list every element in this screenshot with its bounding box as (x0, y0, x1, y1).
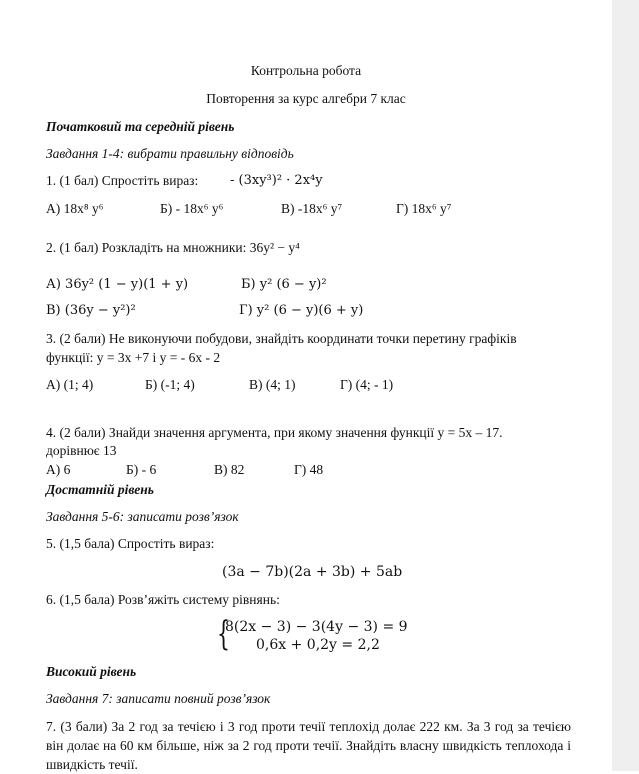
q1-text: 1. (1 бал) Спростіть вираз: (46, 173, 199, 188)
q3-line1: 3. (2 бали) Не виконуючи побудови, знайдіть координати точки перетину графіків (46, 331, 517, 346)
q3-option-g: Г) (4; - 1) (340, 377, 394, 392)
q4-option-a: А) 6 (46, 462, 71, 477)
q2-option-g: Г) y² (6 − y)(6 + y) (239, 303, 364, 318)
q2-option-v: В) (36y − y²)² (46, 303, 136, 318)
q4-line2: дорівнює 13 (46, 443, 117, 458)
q4-option-g: Г) 48 (294, 462, 324, 477)
level-heading-sufficient: Достатній рівень (46, 482, 154, 497)
system-brace: { (217, 614, 230, 654)
doc-title: Контрольна робота (250, 63, 362, 78)
q3-option-v: В) (4; 1) (249, 377, 296, 392)
level-heading-basic: Початковий та середній рівень (46, 119, 235, 134)
doc-subtitle: Повторення за курс алгебри 7 клас (206, 91, 406, 106)
q7-text: 7. (3 бали) За 2 год за течією і 3 год проти течії теплохід долає 222 км. За 3 год за течією він долає на 60 км більше, ніж за 2 год проти течії. Знайдіть власну швидкість теплохода і швидкість течії. (46, 719, 571, 772)
q2-option-a: А) 36y² (1 − y)(1 + y) (46, 277, 189, 292)
q6-equation-1: 8(2x − 3) − 3(4y − 3) = 9 (225, 619, 408, 635)
level-heading-high: Високий рівень (46, 664, 137, 679)
q3-option-a: А) (1; 4) (46, 377, 94, 392)
q6-equation-2: 0,6x + 0,2y = 2,2 (256, 637, 380, 653)
page-margin-shade (612, 0, 639, 771)
q4-option-v: В) 82 (214, 462, 245, 477)
q3-line2: функції: y = 3x +7 і y = - 6x - 2 (46, 350, 221, 365)
q6-text: 6. (1,5 бала) Розв’яжіть систему рівнянь: (46, 592, 280, 607)
q4-line1: 4. (2 бали) Знайди значення аргумента, при якому значення функції y = 5x – 17. (46, 425, 503, 440)
task-heading-7: Завдання 7: записати повний розв’язок (46, 691, 271, 706)
q1-option-g: Г) 18x⁶ y⁷ (396, 201, 452, 216)
q4-option-b: Б) - 6 (126, 462, 157, 477)
task-heading-5-6: Завдання 5-6: записати розв’язок (46, 509, 239, 524)
task-heading-1-4: Завдання 1-4: вибрати правильну відповідь (46, 146, 294, 161)
q2-text: 2. (1 бал) Розкладіть на множники: 36y² − y⁴ (46, 240, 300, 255)
q1-expression: - (3xy³)² · 2x⁴y (230, 173, 323, 188)
q1-option-v: В) -18x⁶ y⁷ (281, 201, 343, 216)
q1-option-a: А) 18x⁸ y⁶ (46, 201, 104, 216)
q5-expression: (3a − 7b)(2a + 3b) + 5ab (222, 564, 403, 580)
q3-option-b: Б) (-1; 4) (145, 377, 195, 392)
q2-option-b: Б) y² (6 − y)² (241, 277, 327, 292)
q1-option-b: Б) - 18x⁶ y⁶ (160, 201, 224, 216)
q5-text: 5. (1,5 бала) Спростіть вираз: (46, 536, 215, 551)
